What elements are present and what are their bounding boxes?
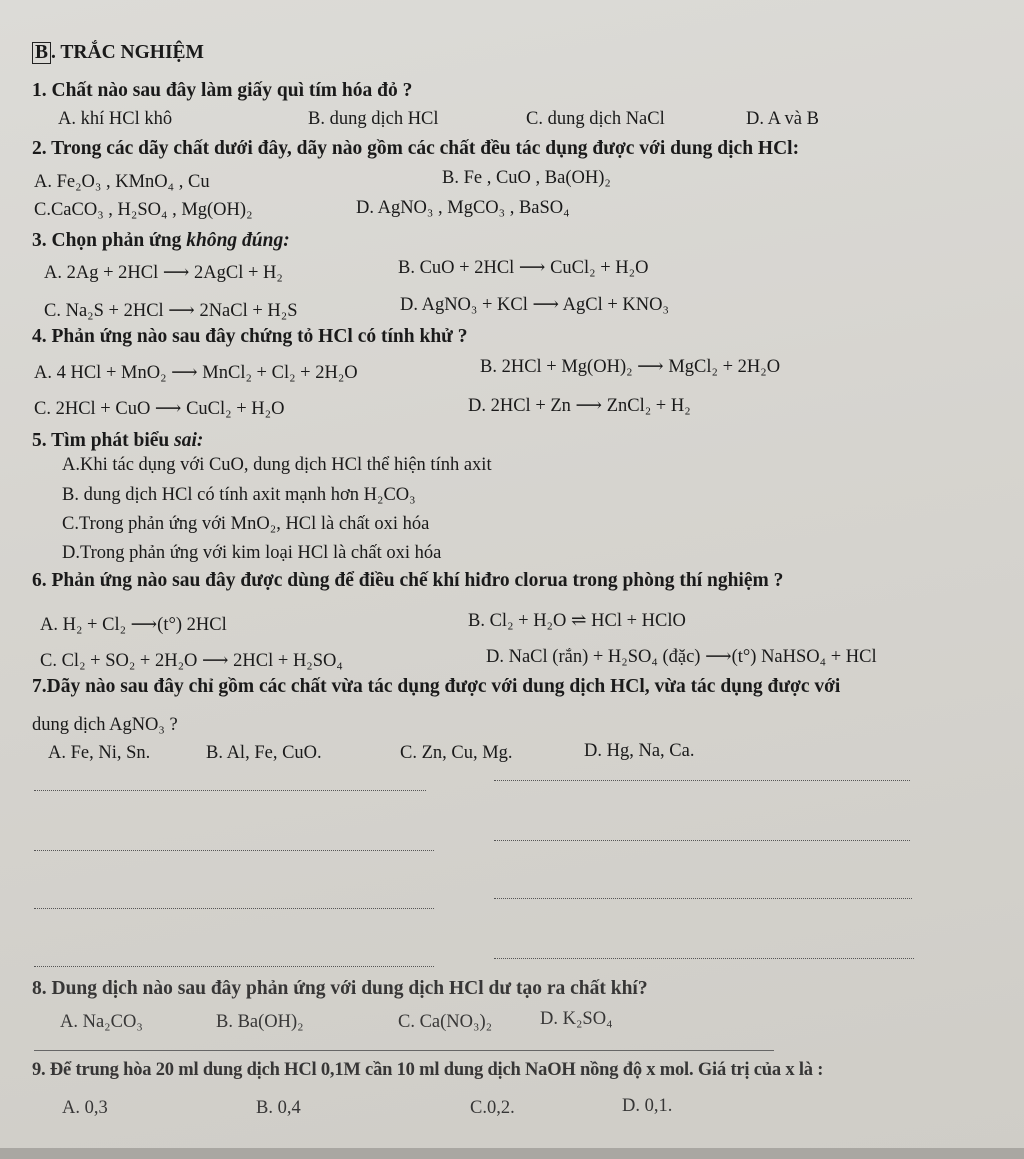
section-heading [32,42,204,64]
answer-line [494,840,910,841]
question-7-option-b: B. Al, Fe, CuO. [206,743,322,763]
question-9-option-b: B. 0,4 [256,1098,301,1118]
question-5-stem-text: 5. Tìm phát biểu [32,430,175,451]
answer-line [494,898,912,899]
section-letter: B [32,42,51,64]
question-7-option-c: C. Zn, Cu, Mg. [400,743,513,763]
question-4-option-d: D. 2HCl + Zn ⟶ ZnCl₂ + H₂ [468,396,691,416]
question-6-stem: 6. Phản ứng nào sau đây được dùng để điều chế khí hiđro clorua trong phòng thí nghiệm ? [32,570,784,591]
question-5-option-d: D.Trong phản ứng với kim loại HCl là chất oxi hóa [62,543,442,563]
question-8-option-d: D. K₂SO₄ [540,1009,613,1029]
question-8-option-c: C. Ca(NO₃)₂ [398,1012,493,1032]
question-7-stem-line-2: dung dịch AgNO₃ ? [32,715,178,735]
question-3-option-d: D. AgNO₃ + KCl ⟶ AgCl + KNO₃ [400,295,669,315]
question-2-option-b: B. Fe , CuO , Ba(OH)₂ [442,168,611,188]
answer-line [494,958,914,959]
question-1-option-b: B. dung dịch HCl [308,109,439,129]
question-5-option-b: B. dung dịch HCl có tính axit mạnh hơn H₂CO₃ [62,485,416,505]
question-3-option-c: C. Na₂S + 2HCl ⟶ 2NaCl + H₂S [44,301,298,321]
question-1-option-c: C. dung dịch NaCl [526,109,665,129]
question-3-stem [32,230,290,252]
question-4-option-b: B. 2HCl + Mg(OH)₂ ⟶ MgCl₂ + 2H₂O [480,357,781,377]
question-8-stem: 8. Dung dịch nào sau đây phản ứng với dung dịch HCl dư tạo ra chất khí? [32,978,648,999]
question-3-stem-emphasis: không đúng: [186,230,290,251]
question-1-option-d: D. A và B [746,109,819,129]
question-8-option-b: B. Ba(OH)₂ [216,1012,304,1032]
answer-line [494,780,910,781]
answer-line [34,966,434,967]
question-6-option-d: D. NaCl (rắn) + H₂SO₄ (đặc) ⟶(t°) NaHSO₄ + HCl [486,647,877,667]
question-9-stem: 9. Để trung hòa 20 ml dung dịch HCl 0,1M cần 10 ml dung dịch NaOH nồng độ x mol. Giá trị của x là : [32,1060,824,1080]
question-2-stem: 2. Trong các dãy chất dưới đây, dãy nào gồm các chất đều tác dụng được với dung dịch HCl: [32,138,800,159]
question-4-option-a: A. 4 HCl + MnO₂ ⟶ MnCl₂ + Cl₂ + 2H₂O [34,363,358,383]
question-5-option-a: A.Khi tác dụng với CuO, dung dịch HCl thể hiện tính axit [62,455,492,475]
question-9-option-c: C.0,2. [470,1098,515,1118]
question-5-stem [32,430,203,452]
divider-line [34,1050,774,1051]
question-3-option-b: B. CuO + 2HCl ⟶ CuCl₂ + H₂O [398,258,649,278]
question-8-option-a: A. Na₂CO₃ [60,1012,143,1032]
question-9-option-d: D. 0,1. [622,1096,673,1116]
answer-line [34,908,434,909]
question-4-option-c: C. 2HCl + CuO ⟶ CuCl₂ + H₂O [34,399,285,419]
page-bottom-edge [0,1148,1024,1159]
question-9-option-a: A. 0,3 [62,1098,108,1118]
answer-line [34,850,434,851]
question-2-option-c: C.CaCO₃ , H₂SO₄ , Mg(OH)₂ [34,200,253,220]
section-title: . TRẮC NGHIỆM [51,42,204,63]
question-7-option-a: A. Fe, Ni, Sn. [48,743,151,763]
question-7-stem-line-1: 7.Dãy nào sau đây chỉ gồm các chất vừa tác dụng được với dung dịch HCl, vừa tác dụng được với [32,676,841,697]
question-5-option-c: C.Trong phản ứng với MnO₂, HCl là chất oxi hóa [62,514,430,534]
question-3-option-a: A. 2Ag + 2HCl ⟶ 2AgCl + H₂ [44,263,283,283]
question-6-option-b: B. Cl₂ + H₂O ⇌ HCl + HClO [468,611,686,631]
question-1-stem: 1. Chất nào sau đây làm giấy quì tím hóa đỏ ? [32,80,413,101]
question-6-option-a: A. H₂ + Cl₂ ⟶(t°) 2HCl [40,615,227,635]
question-4-stem: 4. Phản ứng nào sau đây chứng tỏ HCl có tính khử ? [32,326,468,347]
question-2-option-a: A. Fe₂O₃ , KMnO₄ , Cu [34,172,210,192]
question-7-option-d: D. Hg, Na, Ca. [584,741,695,761]
question-2-option-d: D. AgNO₃ , MgCO₃ , BaSO₄ [356,198,570,218]
question-3-stem-text: 3. Chọn phản ứng [32,230,187,251]
question-5-stem-emphasis: sai: [174,430,204,451]
question-6-option-c: C. Cl₂ + SO₂ + 2H₂O ⟶ 2HCl + H₂SO₄ [40,651,343,671]
answer-line [34,790,426,791]
question-1-option-a: A. khí HCl khô [58,109,173,129]
